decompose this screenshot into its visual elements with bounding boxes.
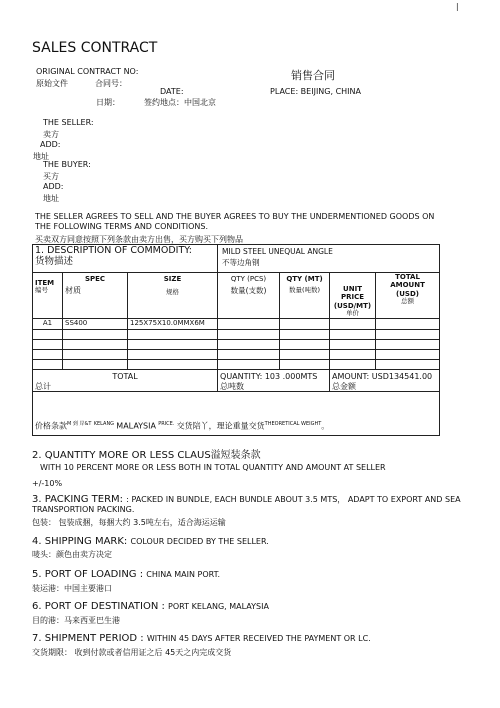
place-label-zh: 签约地点：中国北京 bbox=[144, 98, 216, 107]
section-4-body: COLOUR DECIDED BY THE SELLER. bbox=[130, 537, 269, 546]
seller-label-zh: 卖方 bbox=[43, 130, 59, 139]
price-terms-cell bbox=[33, 392, 440, 436]
agreement-text-zh: 买卖双方同意按照下列条款由卖方出售，买方购买下列物品 bbox=[35, 235, 243, 244]
total-row bbox=[33, 369, 440, 391]
table-row bbox=[33, 318, 440, 329]
section-3-title bbox=[32, 494, 461, 505]
total-quantity: QUANTITY: 103 .000MTS bbox=[220, 371, 318, 381]
section-2-tolerance: +/-10% bbox=[32, 479, 63, 488]
buyer-address-label-zh: 地址 bbox=[43, 194, 59, 203]
commodity-cell bbox=[218, 245, 440, 273]
section-7-zh: 交货期限： 收到付款或者信用证之后 45天之内完成交货 bbox=[32, 648, 232, 657]
total-amount-zh: 总金额 bbox=[332, 381, 357, 391]
date-label: DATE: bbox=[160, 87, 184, 96]
price-terms-country: MALAYSIA bbox=[116, 421, 156, 431]
total-label: TOTAL bbox=[112, 371, 138, 381]
commodity-name-zh: 不等边角钢 bbox=[222, 258, 260, 267]
section-6-body: PORT KELANG, MALAYSIA bbox=[168, 602, 269, 611]
section-4-zh: 唛头：颜色由卖方决定 bbox=[32, 550, 112, 559]
row-qty-mt bbox=[280, 318, 330, 329]
header-qty-pcs: QTY (PCS) 数量(支数) bbox=[218, 273, 280, 319]
table-row bbox=[33, 359, 440, 369]
table-row bbox=[33, 349, 440, 359]
total-amount: AMOUNT: USD134541.00 bbox=[332, 371, 433, 381]
original-contract-no-label: ORIGINAL CONTRACT NO: bbox=[36, 67, 139, 76]
section-3-body: : PACKED IN BUNDLE, EACH BUNDLE ABOUT 3.5 MTS， ADAPT TO EXPORT AND SEA bbox=[126, 495, 461, 504]
place-label: PLACE: BEIJING, CHINA bbox=[270, 87, 361, 96]
header-spec: SPEC 材质 bbox=[63, 273, 128, 319]
amount-cell bbox=[330, 369, 440, 391]
section-5-title bbox=[32, 569, 220, 580]
section-4-heading: 4. SHIPPING MARK: bbox=[32, 536, 128, 547]
header-qty-mt: QTY (MT) 数量(吨数) bbox=[280, 273, 330, 319]
description-label: 1. DESCRIPTION OF COMMODITY: bbox=[35, 245, 193, 256]
seller-address-label-zh: 地址 bbox=[33, 152, 49, 161]
section-7-body: WITHIN 45 DAYS AFTER RECEIVED THE PAYMENT OR LC. bbox=[146, 634, 371, 643]
header-size: SIZE 规格 bbox=[128, 273, 218, 319]
total-cell bbox=[33, 369, 218, 391]
section-3-body-2: TRANSPORTION PACKING. bbox=[32, 505, 135, 514]
original-label-zh: 原始文件 bbox=[36, 79, 68, 88]
row-spec: SS400 bbox=[63, 318, 128, 329]
header-row bbox=[33, 273, 440, 319]
header-unit-price: UNIT PRICE (USD/MT) 单价 bbox=[330, 273, 376, 319]
row-size: 125X75X10.0MMX6M bbox=[128, 318, 218, 329]
section-2-title: 2. QUANTITY MORE OR LESS CLAUS溢短装条款 bbox=[32, 450, 261, 461]
table-row bbox=[33, 339, 440, 349]
price-terms-label: 价格条款 bbox=[35, 421, 67, 431]
quantity-cell bbox=[218, 369, 330, 391]
contract-no-label-zh: 合同号： bbox=[95, 79, 127, 88]
buyer-label: THE BUYER: bbox=[43, 160, 91, 169]
row-total bbox=[376, 318, 440, 329]
header-total-amount: TOTAL AMOUNT (USD) 总额 bbox=[376, 273, 440, 319]
price-terms-port: KELANG bbox=[93, 421, 115, 428]
price-terms-end: 。 bbox=[321, 421, 330, 431]
commodity-table bbox=[32, 244, 440, 436]
commodity-name: MILD STEEL UNEQUAL ANGLE bbox=[222, 247, 333, 256]
section-5-zh: 装运港：中国主要港口 bbox=[32, 584, 112, 593]
section-7-title bbox=[32, 633, 371, 644]
section-5-heading: 5. PORT OF LOADING : bbox=[32, 569, 144, 580]
section-5-body: CHINA MAIN PORT. bbox=[146, 570, 221, 579]
row-unit-price bbox=[330, 318, 376, 329]
section-3-heading: 3. PACKING TERM: bbox=[32, 494, 124, 505]
price-terms-row bbox=[33, 392, 440, 436]
contract-title: SALES CONTRACT bbox=[32, 40, 158, 56]
buyer-label-zh: 买方 bbox=[43, 172, 59, 181]
price-terms-weight: THEORETICAL WEIGHT bbox=[264, 421, 322, 428]
section-7-heading: 7. SHIPMENT PERIOD : bbox=[32, 633, 144, 644]
total-label-zh: 总计 bbox=[35, 381, 51, 391]
section-6-title bbox=[32, 601, 269, 612]
row-qty-pcs bbox=[218, 318, 280, 329]
price-terms-delivery-zh: 交货陪丫，理论重量交货 bbox=[176, 421, 265, 431]
page-mark: | bbox=[456, 2, 459, 11]
agreement-text: THE SELLER AGREES TO SELL AND THE BUYER AGREES TO BUY THE UNDERMENTIONED GOODS ON THE FOLLOWING TERMS AND CONDITIONS. bbox=[35, 212, 435, 232]
section-2-body: WITH 10 PERCENT MORE OR LESS BOTH IN TOTAL QUANTITY AND AMOUNT AT SELLER bbox=[40, 463, 386, 472]
section-3-zh: 包装： 包装成捆，每捆大约 3.5吨左右，适合海运运输 bbox=[32, 518, 226, 527]
seller-address-label: ADD: bbox=[40, 140, 61, 149]
seller-label: THE SELLER: bbox=[43, 118, 94, 127]
price-terms-price: PRICE. bbox=[158, 421, 175, 428]
date-label-zh: 日期： bbox=[96, 98, 120, 107]
header-item: ITEM 编号 bbox=[33, 273, 63, 319]
section-6-heading: 6. PORT OF DESTINATION : bbox=[32, 601, 165, 612]
total-quantity-zh: 总吨数 bbox=[220, 381, 245, 391]
row-item: A1 bbox=[33, 318, 63, 329]
section-4-title bbox=[32, 536, 269, 547]
title-zh: 销售合同 bbox=[291, 69, 335, 82]
table-row bbox=[33, 329, 440, 339]
section-6-zh: 目的港：马来西亚巴生港 bbox=[32, 616, 120, 625]
description-label-zh: 货物描述 bbox=[35, 256, 74, 268]
buyer-address-label: ADD: bbox=[43, 182, 64, 191]
price-terms-basis: M 到 岸&T bbox=[67, 421, 92, 428]
description-cell bbox=[33, 245, 218, 273]
